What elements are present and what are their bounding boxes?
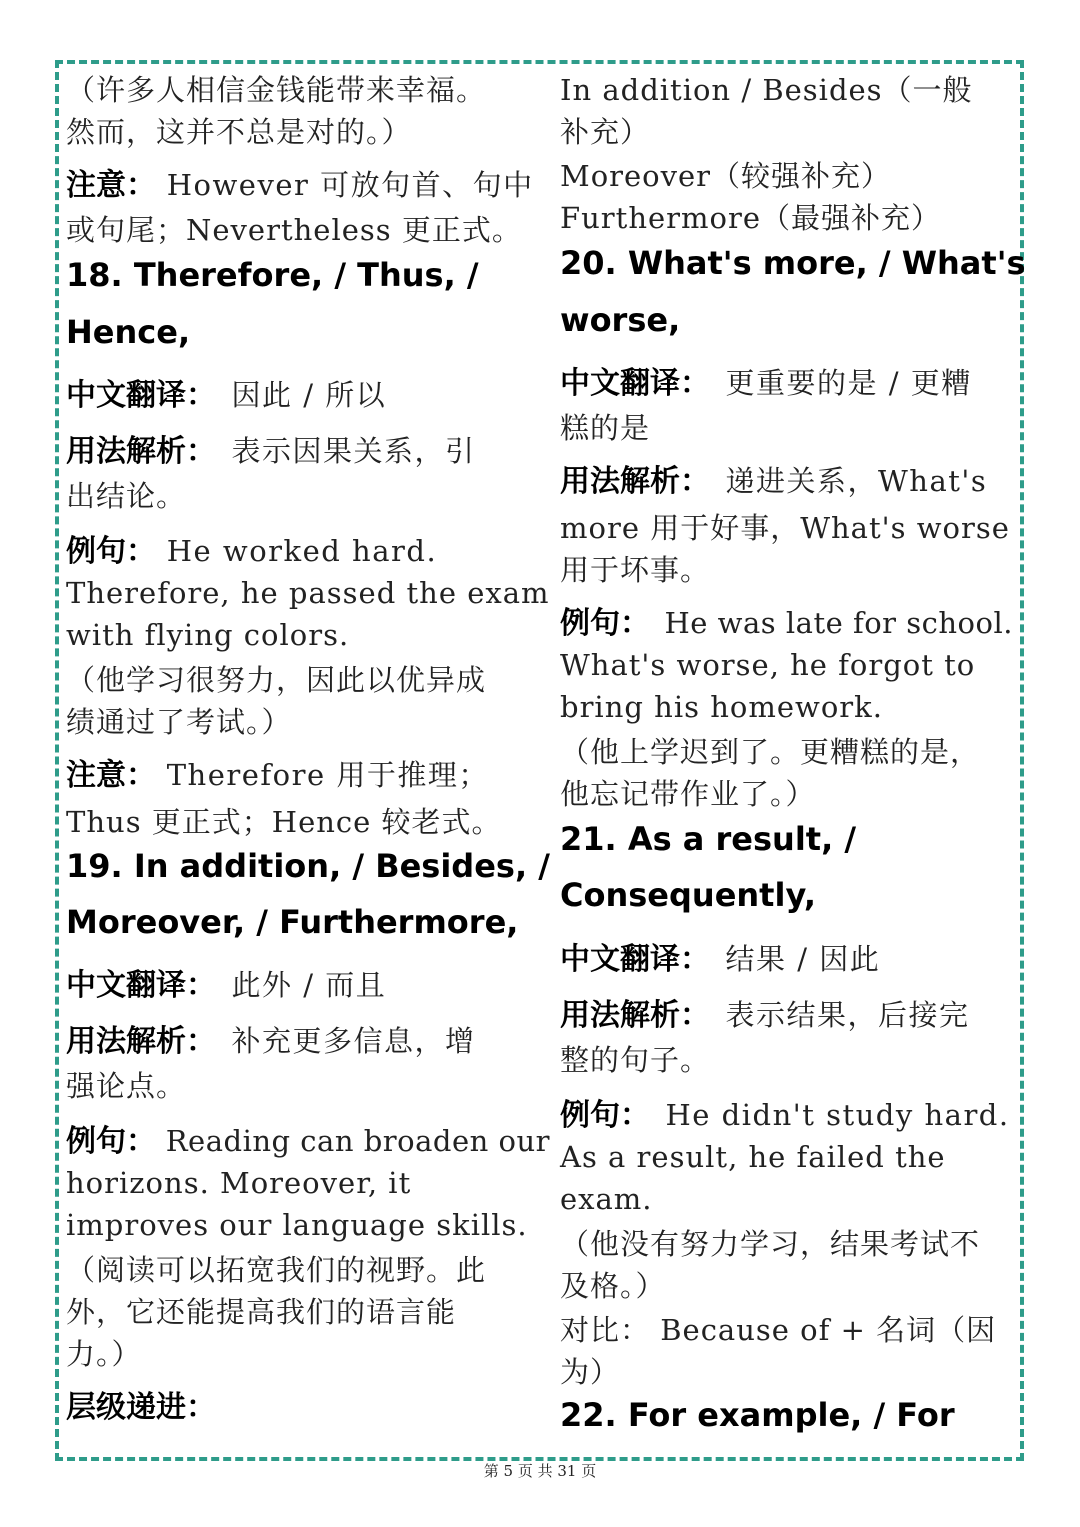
- usage-line: [560, 990, 970, 1034]
- example-label: 例句：: [560, 606, 635, 641]
- example-text: He was late for school.: [635, 606, 1013, 640]
- section-heading-21-cont: Consequently,: [560, 876, 816, 914]
- example-line: [66, 526, 437, 570]
- usage-line: [66, 426, 476, 470]
- translation-label: 中文翻译：: [560, 366, 695, 401]
- usage-text: 表示因果关系，引: [201, 434, 476, 468]
- section-heading-18-cont: Hence,: [66, 313, 191, 351]
- note-line: [66, 160, 534, 204]
- translation-line: [66, 960, 386, 1004]
- translation-line: [66, 370, 386, 414]
- section-heading-20-cont: worse,: [560, 301, 681, 339]
- example-line: 他忘记带作业了。）: [560, 777, 816, 811]
- usage-text: 表示结果，后接完: [695, 998, 970, 1032]
- usage-line: 整的句子。: [560, 1043, 711, 1077]
- example-line: [560, 598, 1013, 642]
- paragraph-line: Furthermore（最强补充）: [560, 201, 942, 235]
- translation-line: [560, 934, 880, 978]
- note-label: 注意：: [66, 168, 156, 203]
- example-line: 外，它还能提高我们的语言能: [66, 1295, 457, 1329]
- translation-line: [560, 358, 972, 402]
- usage-line: 强论点。: [66, 1069, 187, 1103]
- example-line: 力。）: [66, 1337, 142, 1371]
- usage-line: 用于坏事。: [560, 553, 711, 587]
- example-line: As a result, he failed the: [560, 1140, 946, 1174]
- translation-label: 中文翻译：: [560, 942, 695, 977]
- usage-line: [560, 456, 987, 500]
- translation-label: 中文翻译：: [66, 378, 201, 413]
- paragraph-line: 然而，这并不总是对的。）: [66, 115, 412, 149]
- translation-text: 因此 / 所以: [201, 378, 387, 412]
- example-line: （阅读可以拓宽我们的视野。此: [66, 1253, 487, 1287]
- usage-line: 出结论。: [66, 479, 187, 513]
- level-label: 层级递进：: [66, 1390, 216, 1425]
- example-line: [66, 1116, 550, 1160]
- section-heading-19: 19. In addition, / Besides, /: [66, 847, 550, 885]
- translation-text: 结果 / 因此: [695, 942, 881, 976]
- note-line: Thus 更正式；Hence 较老式。: [66, 805, 502, 839]
- usage-label: 用法解析：: [560, 998, 695, 1033]
- note-line: [66, 750, 489, 794]
- translation-line: 糕的是: [560, 411, 651, 445]
- example-line: （他上学迟到了。更糟糕的是，: [560, 735, 981, 769]
- comparison-line: 对比： Because of + 名词（因: [560, 1313, 997, 1347]
- translation-text: 此外 / 而且: [201, 968, 387, 1002]
- section-heading-18: 18. Therefore, / Thus, /: [66, 256, 479, 294]
- example-line: exam.: [560, 1182, 653, 1216]
- usage-label: 用法解析：: [66, 1024, 201, 1059]
- usage-label: 用法解析：: [560, 464, 695, 499]
- section-heading-22: 22. For example, / For: [560, 1396, 955, 1434]
- example-line: 及格。）: [560, 1269, 666, 1303]
- section-heading-21: 21. As a result, /: [560, 820, 857, 858]
- example-line: Therefore, he passed the exam: [66, 576, 550, 610]
- level-line: [66, 1382, 216, 1426]
- example-line: improves our language skills.: [66, 1208, 528, 1242]
- note-line: 或句尾；Nevertheless 更正式。: [66, 213, 522, 247]
- example-line: （他没有努力学习，结果考试不: [560, 1227, 981, 1261]
- paragraph-line: Moreover（较强补充）: [560, 159, 892, 193]
- example-label: 例句：: [66, 1124, 156, 1159]
- example-line: bring his homework.: [560, 690, 883, 724]
- example-line: What's worse, he forgot to: [560, 648, 976, 682]
- usage-line: [66, 1016, 476, 1060]
- paragraph-line: 补充）: [560, 115, 651, 149]
- paragraph-line: （许多人相信金钱能带来幸福。: [66, 73, 487, 107]
- usage-text: 递进关系，What's: [695, 464, 988, 498]
- note-text: However 可放句首、句中: [156, 168, 534, 202]
- note-text: Therefore 用于推理；: [156, 758, 489, 792]
- note-label: 注意：: [66, 758, 156, 793]
- section-heading-20: 20. What's more, / What's: [560, 244, 1026, 282]
- translation-label: 中文翻译：: [66, 968, 201, 1003]
- example-text: He didn't study hard.: [635, 1098, 1010, 1132]
- example-line: with flying colors.: [66, 618, 350, 652]
- example-text: He worked hard.: [156, 534, 438, 568]
- translation-text: 更重要的是 / 更糟: [695, 366, 972, 400]
- page-number-footer: 第 5 页 共 31 页: [483, 1462, 597, 1480]
- example-line: horizons. Moreover, it: [66, 1166, 412, 1200]
- example-label: 例句：: [560, 1098, 635, 1133]
- example-line: （他学习很努力，因此以优异成: [66, 663, 487, 697]
- example-text: Reading can broaden our: [156, 1124, 551, 1158]
- usage-text: 补充更多信息，增: [201, 1024, 476, 1058]
- usage-line: more 用于好事，What's worse: [560, 511, 1010, 545]
- example-line: 绩通过了考试。）: [66, 705, 292, 739]
- paragraph-line: In addition / Besides（一般: [560, 73, 973, 107]
- comparison-line: 为）: [560, 1355, 621, 1389]
- example-label: 例句：: [66, 534, 156, 569]
- section-heading-19-cont: Moreover, / Furthermore,: [66, 903, 519, 941]
- usage-label: 用法解析：: [66, 434, 201, 469]
- example-line: [560, 1090, 1010, 1134]
